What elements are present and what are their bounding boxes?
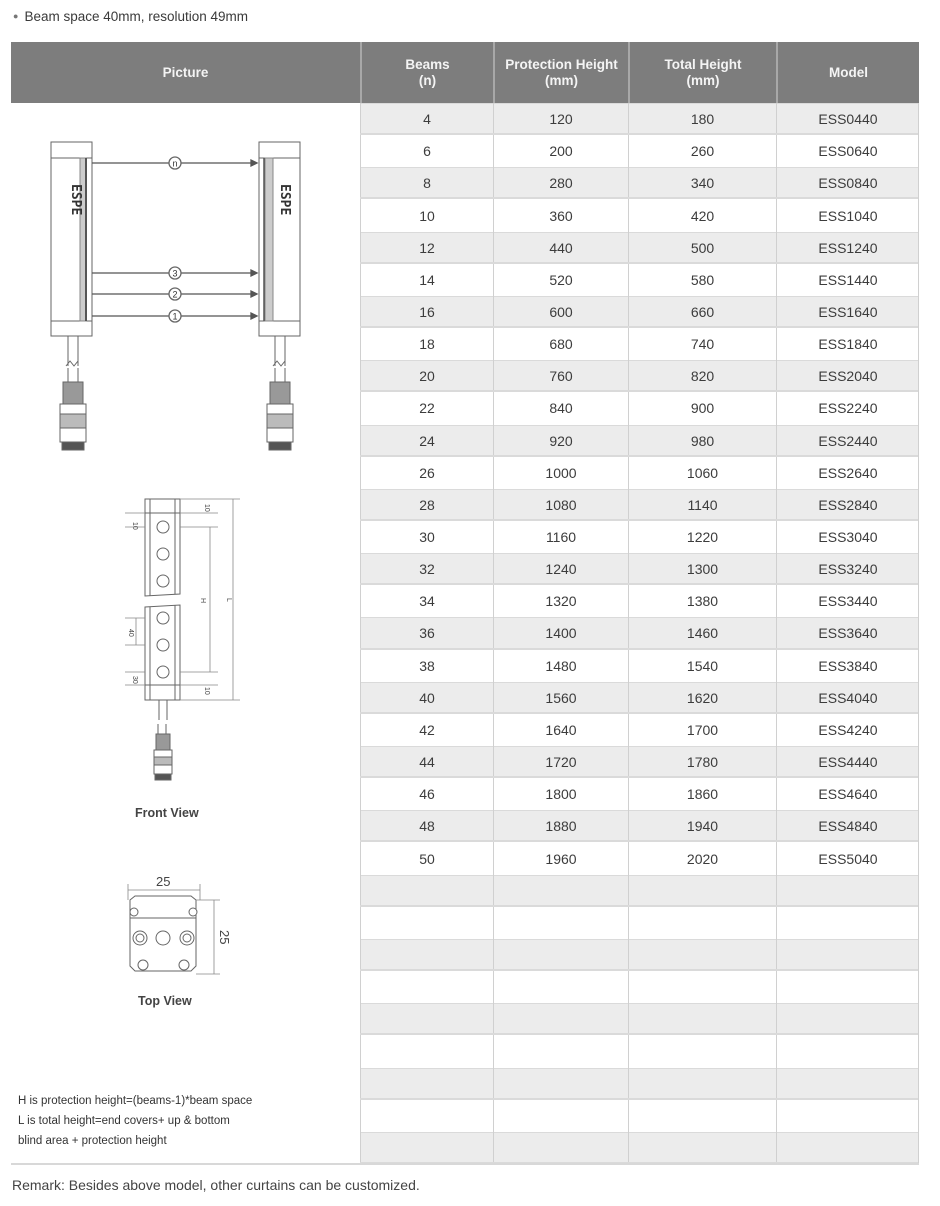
cell-beams: 14 <box>360 264 493 296</box>
cell-model: ESS0840 <box>776 167 919 199</box>
cell-model: ESS2640 <box>776 457 919 489</box>
cell-protection-height <box>493 1100 628 1132</box>
header-protection-line1: Protection Height <box>505 56 618 72</box>
cell-protection-height <box>493 1003 628 1035</box>
cell-protection-height: 1640 <box>493 714 628 746</box>
cell-model: ESS4440 <box>776 746 919 778</box>
cell-total-height: 900 <box>628 392 776 424</box>
cell-beams: 12 <box>360 232 493 264</box>
cell-protection-height: 1160 <box>493 521 628 553</box>
front-view-caption: Front View <box>135 806 199 820</box>
cell-beams: 38 <box>360 650 493 682</box>
table-row <box>360 810 919 842</box>
empty-table-row <box>360 939 919 971</box>
dim-bottom-cover: 10 <box>203 687 210 695</box>
table-row <box>360 585 919 617</box>
header-total-line2: (mm) <box>686 72 720 88</box>
cell-model <box>776 907 919 939</box>
table-row <box>360 103 919 135</box>
cell-beams: 42 <box>360 714 493 746</box>
receiver-label: ESPE <box>277 184 292 216</box>
cell-total-height: 1140 <box>628 489 776 521</box>
cell-protection-height <box>493 907 628 939</box>
cell-total-height: 1940 <box>628 810 776 842</box>
emitter-label: ESPE <box>68 184 83 216</box>
note-l: L is total height=end covers+ up & bottom <box>18 1115 230 1127</box>
header-total-line1: Total Height <box>664 56 742 72</box>
table-row <box>360 521 919 553</box>
cell-model: ESS0640 <box>776 135 919 167</box>
empty-table-row <box>360 1003 919 1035</box>
cell-model: ESS4640 <box>776 778 919 810</box>
table-row <box>360 264 919 296</box>
top-view-width: 25 <box>156 874 171 889</box>
cell-total-height <box>628 875 776 907</box>
cell-protection-height: 1720 <box>493 746 628 778</box>
dim-beam-space: 40 <box>127 629 134 637</box>
table-row <box>360 457 919 489</box>
cell-protection-height: 1880 <box>493 810 628 842</box>
cell-beams: 16 <box>360 296 493 328</box>
cell-beams: 24 <box>360 425 493 457</box>
cell-total-height: 180 <box>628 103 776 135</box>
header-beams-line2: (n) <box>418 72 437 88</box>
empty-table-row <box>360 1100 919 1132</box>
cell-total-height <box>628 1035 776 1067</box>
cell-protection-height: 1320 <box>493 585 628 617</box>
header-total-height <box>628 42 776 103</box>
beam-number-label: 3 <box>172 268 178 279</box>
table-row <box>360 617 919 649</box>
cell-beams: 36 <box>360 617 493 649</box>
cell-beams <box>360 1035 493 1067</box>
light-curtain-diagram <box>0 120 360 460</box>
cell-beams <box>360 971 493 1003</box>
cell-protection-height: 920 <box>493 425 628 457</box>
cell-beams: 32 <box>360 553 493 585</box>
cell-total-height <box>628 1132 776 1164</box>
cell-protection-height <box>493 1132 628 1164</box>
cell-model: ESS4840 <box>776 810 919 842</box>
table-row <box>360 135 919 167</box>
table-right-border <box>918 103 919 1164</box>
dim-h: H <box>199 598 206 604</box>
cell-total-height: 1300 <box>628 553 776 585</box>
cell-model: ESS0440 <box>776 103 919 135</box>
beam-arrow-icon <box>251 313 257 319</box>
top-view-caption: Top View <box>138 994 192 1008</box>
top-view-diagram <box>100 860 260 1000</box>
front-view-diagram <box>100 480 260 810</box>
cell-beams <box>360 1003 493 1035</box>
beam-arrow-icon <box>251 270 257 276</box>
cell-model: ESS1840 <box>776 328 919 360</box>
cell-protection-height <box>493 1035 628 1067</box>
cell-total-height: 500 <box>628 232 776 264</box>
cell-beams <box>360 939 493 971</box>
cell-protection-height: 1080 <box>493 489 628 521</box>
empty-table-row <box>360 1035 919 1067</box>
beam-arrow-icon <box>251 160 257 166</box>
cell-total-height: 980 <box>628 425 776 457</box>
cell-model <box>776 875 919 907</box>
cell-model: ESS2240 <box>776 392 919 424</box>
table-bottom-border <box>11 1163 919 1165</box>
cell-total-height: 1380 <box>628 585 776 617</box>
cell-beams: 26 <box>360 457 493 489</box>
cell-total-height <box>628 1068 776 1100</box>
cell-model <box>776 1003 919 1035</box>
header-protection-height <box>493 42 628 103</box>
cell-beams: 28 <box>360 489 493 521</box>
cell-model: ESS1240 <box>776 232 919 264</box>
cell-total-height: 580 <box>628 264 776 296</box>
cell-protection-height: 760 <box>493 360 628 392</box>
cell-beams <box>360 1100 493 1132</box>
cell-beams: 30 <box>360 521 493 553</box>
header-picture: Picture <box>162 64 209 80</box>
cell-total-height: 820 <box>628 360 776 392</box>
cell-beams: 46 <box>360 778 493 810</box>
cell-protection-height: 1960 <box>493 842 628 874</box>
cell-protection-height: 280 <box>493 167 628 199</box>
cell-beams: 40 <box>360 682 493 714</box>
cell-beams: 6 <box>360 135 493 167</box>
cell-total-height <box>628 1100 776 1132</box>
cell-total-height <box>628 971 776 1003</box>
table-row <box>360 296 919 328</box>
cell-model: ESS1040 <box>776 199 919 231</box>
cell-beams <box>360 875 493 907</box>
cell-beams: 48 <box>360 810 493 842</box>
cell-model <box>776 1100 919 1132</box>
cell-protection-height: 120 <box>493 103 628 135</box>
cell-beams: 10 <box>360 199 493 231</box>
empty-table-row <box>360 1068 919 1100</box>
cell-protection-height <box>493 1068 628 1100</box>
cell-total-height: 660 <box>628 296 776 328</box>
empty-table-row <box>360 875 919 907</box>
cell-total-height <box>628 1003 776 1035</box>
cell-protection-height <box>493 875 628 907</box>
cell-total-height: 1060 <box>628 457 776 489</box>
bullet-icon: ● <box>13 11 19 21</box>
cell-total-height: 740 <box>628 328 776 360</box>
cell-beams: 20 <box>360 360 493 392</box>
dim-bottom-blind: 30 <box>131 676 138 684</box>
cell-model: ESS3040 <box>776 521 919 553</box>
cell-model: ESS3240 <box>776 553 919 585</box>
cell-model: ESS2440 <box>776 425 919 457</box>
cell-model <box>776 1035 919 1067</box>
cell-protection-height: 680 <box>493 328 628 360</box>
table-row <box>360 650 919 682</box>
cell-total-height: 1460 <box>628 617 776 649</box>
table-row <box>360 489 919 521</box>
empty-table-row <box>360 971 919 1003</box>
cell-protection-height: 1240 <box>493 553 628 585</box>
cell-total-height: 1540 <box>628 650 776 682</box>
remark: Remark: Besides above model, other curtains can be customized. <box>12 1177 420 1193</box>
cell-model <box>776 1132 919 1164</box>
cell-beams <box>360 907 493 939</box>
cell-total-height: 1620 <box>628 682 776 714</box>
header-protection-line2: (mm) <box>544 72 578 88</box>
beam-number-label: 1 <box>172 311 178 322</box>
cell-model: ESS2040 <box>776 360 919 392</box>
empty-table-row <box>360 1132 919 1164</box>
cell-protection-height: 1560 <box>493 682 628 714</box>
title-text: Beam space 40mm, resolution 49mm <box>24 9 249 24</box>
cell-protection-height: 840 <box>493 392 628 424</box>
cell-model <box>776 939 919 971</box>
cell-protection-height: 1400 <box>493 617 628 649</box>
note-h: H is protection height=(beams-1)*beam space <box>18 1095 253 1107</box>
cell-total-height: 340 <box>628 167 776 199</box>
table-row <box>360 328 919 360</box>
cell-total-height: 1780 <box>628 746 776 778</box>
cell-beams <box>360 1132 493 1164</box>
cell-beams: 44 <box>360 746 493 778</box>
note-l-cont: blind area + protection height <box>18 1135 167 1147</box>
dim-top-blind: 10 <box>131 522 138 530</box>
beam-number-label: n <box>172 158 178 169</box>
header-beams-line1: Beams <box>405 56 450 72</box>
cell-protection-height: 200 <box>493 135 628 167</box>
cell-model <box>776 971 919 1003</box>
cell-model: ESS3640 <box>776 617 919 649</box>
cell-total-height <box>628 907 776 939</box>
table-row <box>360 714 919 746</box>
cell-protection-height: 1480 <box>493 650 628 682</box>
cell-total-height: 260 <box>628 135 776 167</box>
cell-model: ESS3840 <box>776 650 919 682</box>
table-row <box>360 167 919 199</box>
cell-protection-height: 440 <box>493 232 628 264</box>
dim-top-cover: 10 <box>203 504 210 512</box>
cell-beams: 50 <box>360 842 493 874</box>
table-row <box>360 199 919 231</box>
cell-total-height: 1860 <box>628 778 776 810</box>
cell-beams: 34 <box>360 585 493 617</box>
cell-total-height: 1220 <box>628 521 776 553</box>
cell-model: ESS3440 <box>776 585 919 617</box>
table-row <box>360 360 919 392</box>
table-row <box>360 682 919 714</box>
cell-beams <box>360 1068 493 1100</box>
cell-protection-height: 520 <box>493 264 628 296</box>
table-row <box>360 553 919 585</box>
cell-total-height: 2020 <box>628 842 776 874</box>
cell-protection-height: 1800 <box>493 778 628 810</box>
table-row <box>360 778 919 810</box>
top-view-depth: 25 <box>217 930 232 945</box>
table-row <box>360 425 919 457</box>
cell-beams: 22 <box>360 392 493 424</box>
cell-model: ESS4240 <box>776 714 919 746</box>
section-title <box>13 9 248 24</box>
cell-protection-height: 1000 <box>493 457 628 489</box>
table-row <box>360 232 919 264</box>
beam-number-label: 2 <box>172 289 178 300</box>
header-beams <box>360 42 493 103</box>
cell-model: ESS1440 <box>776 264 919 296</box>
formula-notes <box>18 1091 252 1151</box>
table-row <box>360 392 919 424</box>
cell-total-height: 420 <box>628 199 776 231</box>
beam-arrow-icon <box>251 291 257 297</box>
table-row <box>360 746 919 778</box>
cell-total-height <box>628 939 776 971</box>
cell-model: ESS5040 <box>776 842 919 874</box>
cell-protection-height: 600 <box>493 296 628 328</box>
cell-beams: 4 <box>360 103 493 135</box>
cell-model: ESS2840 <box>776 489 919 521</box>
cell-total-height: 1700 <box>628 714 776 746</box>
cell-beams: 8 <box>360 167 493 199</box>
cell-protection-height: 360 <box>493 199 628 231</box>
dim-l: L <box>225 598 232 602</box>
cell-beams: 18 <box>360 328 493 360</box>
cell-model: ESS4040 <box>776 682 919 714</box>
cell-protection-height <box>493 939 628 971</box>
table-row <box>360 842 919 874</box>
empty-table-row <box>360 907 919 939</box>
cell-model <box>776 1068 919 1100</box>
cell-model: ESS1640 <box>776 296 919 328</box>
header-model: Model <box>776 42 919 103</box>
table-header <box>11 42 919 103</box>
cell-protection-height <box>493 971 628 1003</box>
